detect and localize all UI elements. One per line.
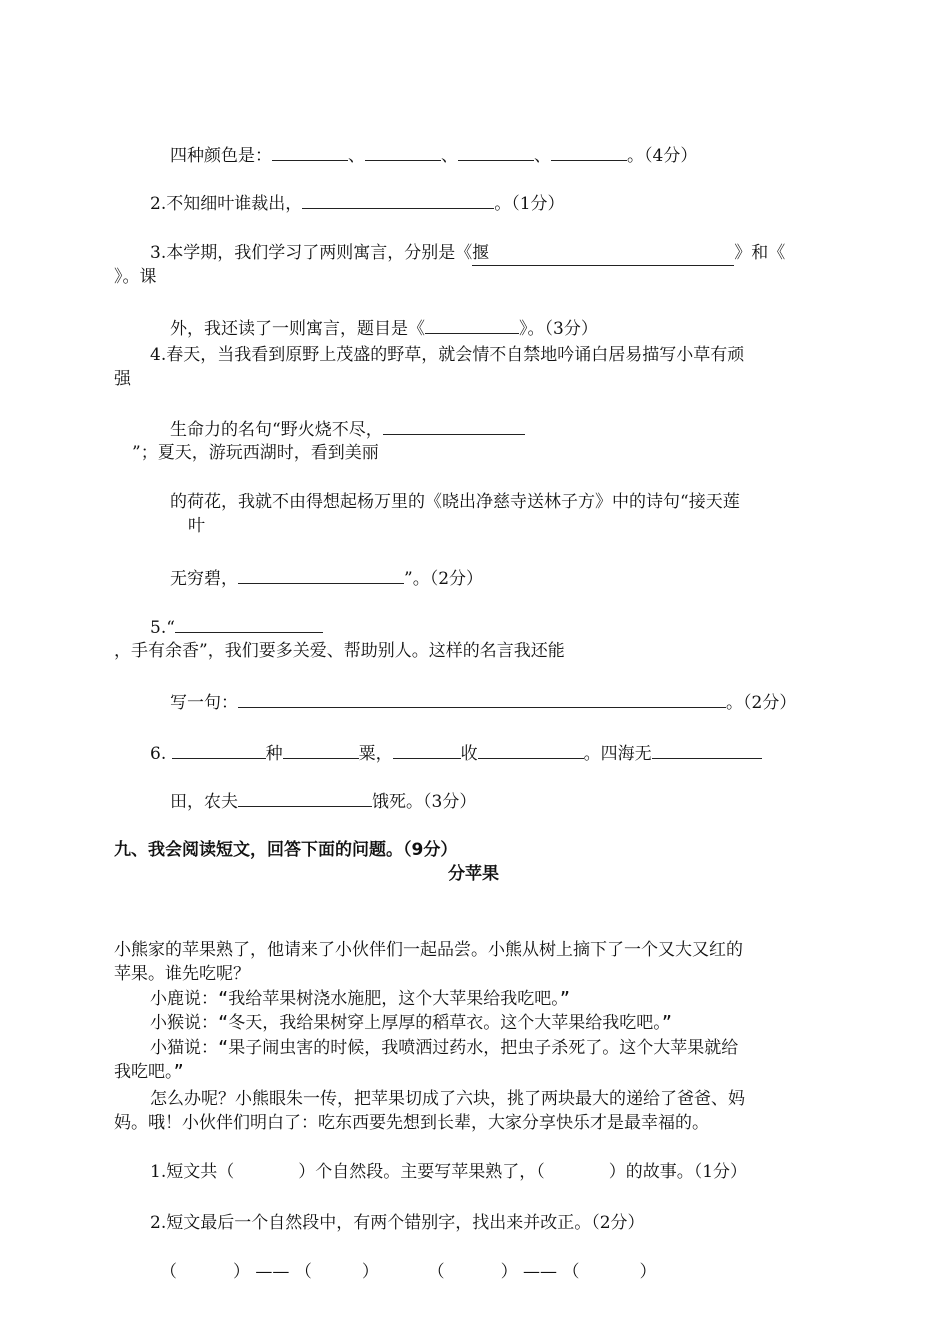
q3-score: 》。（3分） [519,319,598,339]
q6-blank-5[interactable] [652,740,762,759]
q4-text-5: 的荷花，我就不由得想起杨万里的《晓出净慈寺送林子方》中的诗句“接天莲 [170,492,740,512]
q2-score: 。（1分） [494,194,565,214]
q9-1-text-c: ）的故事。（1分） [608,1162,748,1182]
sep: 、 [441,146,458,166]
story-p1b: 苹果。谁先吃呢？ [114,964,250,984]
story-p4a: 小猫说：“果子闹虫害的时候，我喷洒过药水，把虫子杀死了。这个大苹果就给 [150,1038,739,1058]
paren-open: （ [427,1262,445,1282]
story-title: 分苹果 [448,864,499,884]
q4-line-1 [150,343,744,367]
q3-blank-2[interactable] [425,315,519,334]
q4-blank-1[interactable] [383,416,525,435]
q5-line-1 [150,614,323,640]
dash: —— [523,1262,558,1282]
q6-text-2a: 田，农夫 [170,792,238,812]
q4-text-2: 强 [114,369,131,389]
q3-text-2: 》。课 [114,267,157,287]
q4-blank-2[interactable] [238,565,404,584]
q2-blank[interactable] [302,190,494,209]
q6-num: 6. [150,744,167,764]
q4-text-7a: 无穷碧， [170,569,238,589]
q2-text: 2.不知细叶谁裁出， [150,194,303,214]
q5-blank-2[interactable] [238,689,726,708]
sep: 、 [348,146,365,166]
q6-blank-4[interactable] [478,740,584,759]
q9-2-line: 2.短文最后一个自然段中，有两个错别字，找出来并改正。（2分） [150,1213,645,1233]
q6-blank-6[interactable] [238,788,372,807]
q3-line-1 [150,241,785,266]
paren-close: ） [500,1262,518,1282]
q4-line-3 [170,416,525,442]
paren-close: ） [639,1262,657,1282]
q3-line-2 [114,265,157,289]
story-p2: 小鹿说：“我给苹果树浇水施肥，这个大苹果给我吃吧。” [150,989,570,1009]
q3-blank-1[interactable] [472,241,734,266]
q4-text-1: 4.春天，当我看到原野上茂盛的野草，就会情不自禁地吟诵白居易描写小草有顽 [150,345,745,365]
q4-text-3: 生命力的名句“野火烧不尽， [170,420,383,440]
q1-line [170,142,697,168]
q6-w4: 。四海无 [583,744,652,764]
q1-score: 。（4分） [627,146,698,166]
story-p3: 小猴说：“冬天，我给果树穿上厚厚的稻草衣。这个大苹果给我吃吧。” [150,1013,672,1033]
q1-blank-1[interactable] [272,142,348,161]
q9-2-answer-line [160,1260,656,1284]
paren-open: （ [562,1262,580,1282]
q6-blank-3[interactable] [393,740,461,759]
q3-line-3 [170,315,598,341]
story-p5b: 妈。哦！小伙伴们明白了：吃东西要先想到长辈，大家分享快乐才是最幸福的。 [114,1113,709,1133]
q4-line-5 [170,490,740,514]
q3-text-a: 3.本学期，我们学习了两则寓言，分别是《 [150,243,473,263]
q4-line-6 [188,514,205,538]
sep: 、 [534,146,551,166]
q4-line-2 [114,367,131,391]
story-p1a: 小熊家的苹果熟了，他请来了小伙伴们一起品尝。小熊从树上摘下了一个又大又红的 [114,940,743,960]
q1-blank-3[interactable] [458,142,534,161]
q2-line [150,190,565,216]
q9-1-text-b: ）个自然段。主要写苹果熟了，（ [298,1162,545,1182]
paren-close: ） [233,1262,250,1282]
q4-line-7 [170,565,483,591]
q6-blank-2[interactable] [283,740,359,759]
q5-text-3a: 写一句： [170,693,238,713]
q5-score: 。（2分） [726,693,797,713]
q1-text: 四种颜色是： [170,146,272,166]
q6-w1: 种 [265,744,283,764]
q6-w2: 粟， [358,744,393,764]
q6-blank-1[interactable] [172,740,266,759]
q3-text-3a: 外，我还读了一则寓言，题目是《 [170,319,425,339]
section-9-title: 九、我会阅读短文，回答下面的问题。（9分） [114,840,458,860]
story-p4b: 我吃吧。” [114,1062,184,1082]
dash: —— [255,1262,290,1282]
q5-text-1: 5.“ [150,618,175,638]
q6-line-2 [170,788,476,814]
q4-score: ”。（2分） [404,569,484,589]
q1-blank-4[interactable] [551,142,627,161]
q4-text-4: ”；夏天，游玩西湖时，看到美丽 [132,443,379,463]
q5-blank-1[interactable] [175,614,323,633]
q5-line-3 [170,689,796,715]
q6-score: 饿死。（3分） [372,792,477,812]
q3-text-c: 》和《 [734,243,786,263]
paren-open: （ [160,1262,177,1282]
q9-1-text-a: 1.短文共（ [150,1162,235,1182]
q1-blank-2[interactable] [365,142,441,161]
paren-close: ） [361,1262,379,1282]
q6-line-1 [150,740,762,766]
q5-text-2: ，手有余香”，我们要多关爱、帮助别人。这样的名言我还能 [114,641,565,661]
q9-1-line [150,1160,747,1184]
q6-w3: 收 [460,744,478,764]
paren-open: （ [294,1262,312,1282]
q4-text-6: 叶 [188,516,205,536]
q4-line-4 [132,441,379,465]
q5-line-2 [114,639,565,663]
q3-hint: 揠 [472,243,490,263]
story-p5a: 怎么办呢？小熊眼朱一传，把苹果切成了六块，挑了两块最大的递给了爸爸、妈 [150,1089,745,1109]
